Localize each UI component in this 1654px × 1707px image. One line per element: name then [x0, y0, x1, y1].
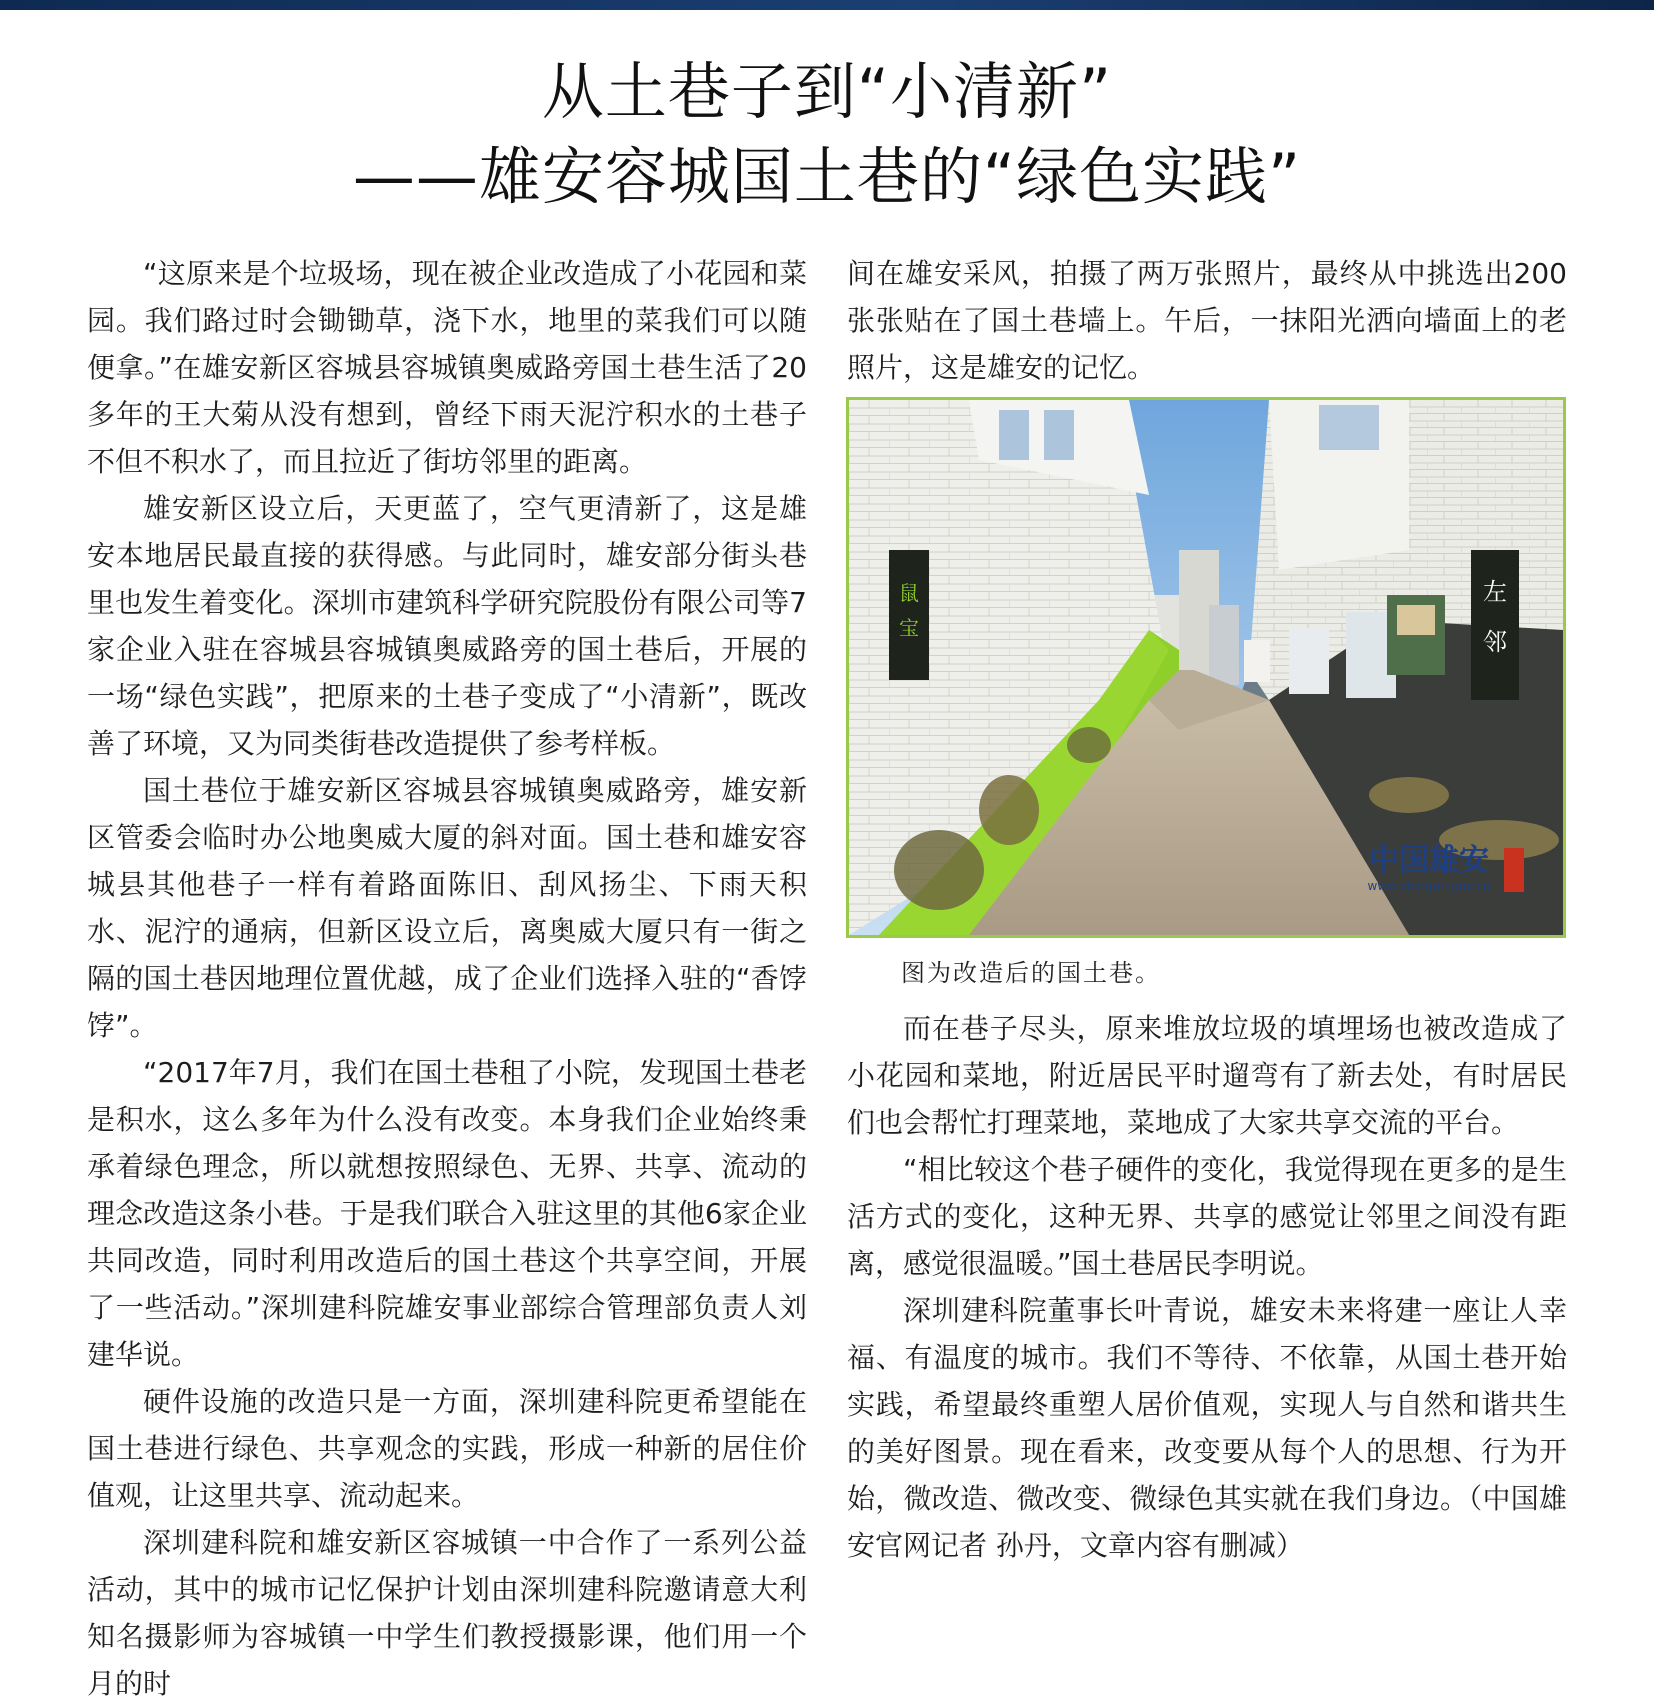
svg-text:中国雄安: 中国雄安 — [1369, 843, 1489, 878]
paragraph: 深圳建科院董事长叶青说，雄安未来将建一座让人幸福、有温度的城市。我们不等待、不依靠，从国土巷开始实践，希望最终重塑人居价值观，实现人与自然和谐共生的美好图景。现在看来，改变要从每个人的思想、行为开始，微改造、微改变、微绿色其实就在我们身边。（中国雄安官网记者 孙丹，文章内容有删减） — [847, 1294, 1567, 1562]
paragraph: “2017年7月，我们在国土巷租了小院，发现国土巷老是积水，这么多年为什么没有改变。本身我们企业始终秉承着绿色理念，所以就想按照绿色、无界、共享、流动的理念改造这条小巷。于是我们联合入驻这里的其他6家企业共同改造，同时利用改造后的国土巷这个共享空间，开展了一些活动。”深圳建科院雄安事业部综合管理部负责人刘建华说。 — [87, 1056, 807, 1371]
svg-text:邻: 邻 — [1483, 628, 1507, 656]
alley-photo — [846, 397, 1566, 938]
article-subtitle: ——雄安容城国土巷的“绿色实践” — [352, 140, 1302, 213]
svg-text:左: 左 — [1483, 578, 1507, 606]
photo-caption: 图为改造后的国土巷。 — [901, 959, 1161, 987]
article-title: 从土巷子到“小清新” — [541, 55, 1113, 128]
paragraph: 国土巷位于雄安新区容城县容城镇奥威路旁，雄安新区管委会临时办公地奥威大厦的斜对面。国土巷和雄安容城县其他巷子一样有着路面陈旧、刮风扬尘、下雨天积水、泥泞的通病，但新区设立后，离奥威大厦只有一街之隔的国土巷因地理位置优越，成了企业们选择入驻的“香饽饽”。 — [87, 774, 807, 1042]
paragraph: 而在巷子尽头，原来堆放垃圾的填埋场也被改造成了小花园和菜地，附近居民平时遛弯有了新去处，有时居民们也会帮忙打理菜地，菜地成了大家共享交流的平台。 — [847, 1012, 1567, 1139]
svg-text:鼠: 鼠 — [899, 581, 919, 605]
paragraph: “相比较这个巷子硬件的变化，我觉得现在更多的是生活方式的变化，这种无界、共享的感觉让邻里之间没有距离，感觉很温暖。”国土巷居民李明说。 — [847, 1153, 1567, 1280]
svg-text:宝: 宝 — [899, 616, 919, 640]
right-column-top — [847, 250, 1567, 391]
paragraph: 深圳建科院和雄安新区容城镇一中合作了一系列公益活动，其中的城市记忆保护计划由深圳建科院邀请意大利知名摄影师为容城镇一中学生们教授摄影课，他们用一个月的时 — [87, 1526, 807, 1700]
right-column-bottom — [847, 1005, 1567, 1569]
svg-text:www.xiongan.gov.cn: www.xiongan.gov.cn — [1367, 879, 1491, 893]
paragraph: 硬件设施的改造只是一方面，深圳建科院更希望能在国土巷进行绿色、共享观念的实践，形成一种新的居住价值观，让这里共享、流动起来。 — [87, 1385, 807, 1512]
left-column — [87, 250, 807, 1707]
paragraph: 雄安新区设立后，天更蓝了，空气更清新了，这是雄安本地居民最直接的获得感。与此同时，雄安部分街头巷里也发生着变化。深圳市建筑科学研究院股份有限公司等7家企业入驻在容城县容城镇奥威路旁的国土巷后，开展的一场“绿色实践”，把原来的土巷子变成了“小清新”，既改善了环境，又为同类街巷改造提供了参考样板。 — [87, 492, 807, 760]
top-banner-bar — [0, 0, 1654, 10]
paragraph: “这原来是个垃圾场，现在被企业改造成了小花园和菜园。我们路过时会锄锄草，浇下水，地里的菜我们可以随便拿。”在雄安新区容城县容城镇奥威路旁国土巷生活了20多年的王大菊从没有想到，曾经下雨天泥泞积水的土巷子不但不积水了，而且拉近了街坊邻里的距离。 — [87, 257, 807, 478]
paragraph-continued: 间在雄安采风，拍摄了两万张照片，最终从中挑选出200张张贴在了国土巷墙上。午后，一抹阳光洒向墙面上的老照片，这是雄安的记忆。 — [847, 257, 1567, 384]
